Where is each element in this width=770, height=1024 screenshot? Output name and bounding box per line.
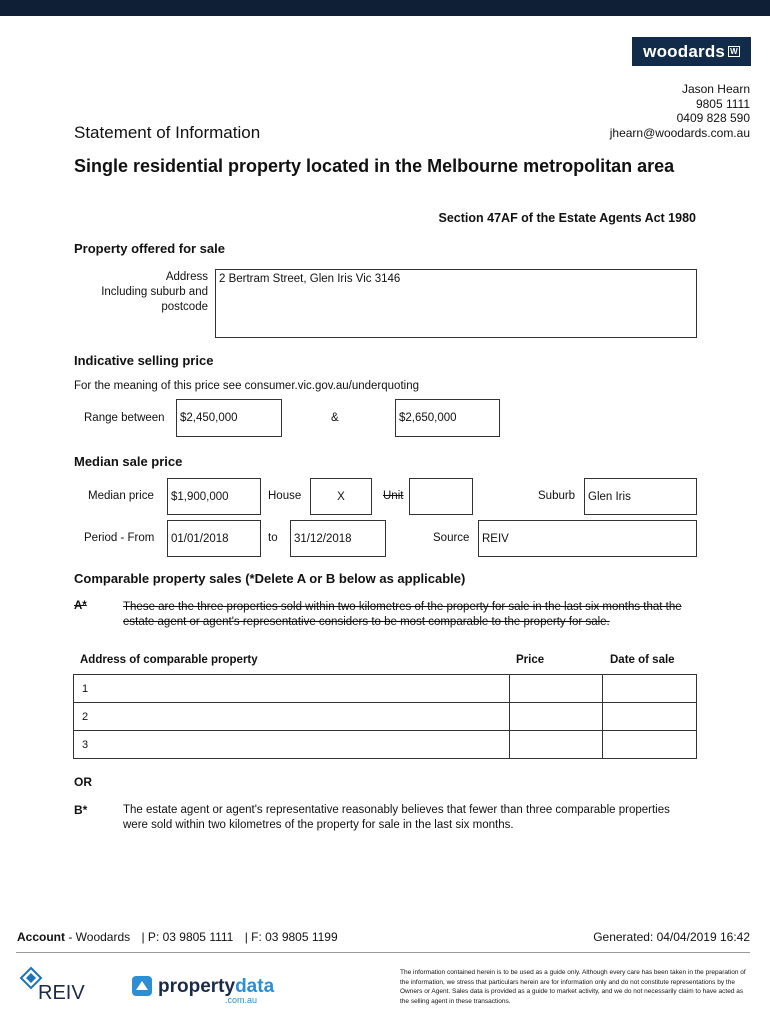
unit-field[interactable] xyxy=(409,478,473,515)
price-cell[interactable] xyxy=(510,675,603,703)
address-field[interactable]: 2 Bertram Street, Glen Iris Vic 3146 xyxy=(215,269,697,338)
median-price-label: Median price xyxy=(88,490,154,502)
agent-phone: 9805 1111 xyxy=(695,96,750,111)
col-date-header: Date of sale xyxy=(610,654,675,666)
propertydata-main: property xyxy=(158,976,236,997)
logo-mark: W xyxy=(730,47,738,56)
address-label-line1: Address xyxy=(165,271,208,283)
generated-timestamp: Generated: 04/04/2019 16:42 xyxy=(593,930,750,944)
row-number: 3 xyxy=(74,731,510,759)
price-cell[interactable] xyxy=(510,703,603,731)
suburb-field[interactable]: Glen Iris xyxy=(584,478,697,515)
footer-divider xyxy=(16,952,750,953)
suburb-label: Suburb xyxy=(538,490,576,502)
account-label: Account xyxy=(17,930,65,944)
range-and: & xyxy=(331,412,339,424)
median-heading: Median sale price xyxy=(74,454,183,469)
range-label: Range between xyxy=(84,412,165,424)
propertydata-accent: data xyxy=(235,976,275,997)
option-a-text: These are the three properties sold within two kilometres of the property for sale in the last six months that the estate agent or agent's representative considers to be most comparable to the property for sale. xyxy=(123,601,682,628)
comparable-table xyxy=(73,674,697,759)
option-b-text: The estate agent or agent's representative reasonably believes that fewer than three comparable properties were sold within two kilometres of the property for sale in the last six months. xyxy=(123,804,670,831)
disclaimer-text: The information contained herein is to be used as a guide only. Although every care has been taken in the preparation of the information, we stress that particulars herein are for information only and do not constitute representations by the Owners or Agent. Sales data is provided as a guide to market activity, and we do not necessarily claim to have acted as the selling agent in these transactions. xyxy=(400,969,746,1005)
agent-name: Jason Hearn xyxy=(681,82,750,96)
act-reference: Section 47AF of the Estate Agents Act 1980 xyxy=(438,211,696,225)
period-to-label: to xyxy=(268,532,278,544)
price-high-field[interactable]: $2,650,000 xyxy=(395,399,500,437)
row-number: 1 xyxy=(74,675,510,703)
col-price-header: Price xyxy=(516,654,545,666)
date-cell[interactable] xyxy=(603,703,697,731)
option-a-label: A* xyxy=(74,600,87,612)
period-from-field[interactable]: 01/01/2018 xyxy=(167,520,261,557)
account-name: - Woodards xyxy=(65,930,131,944)
table-row xyxy=(74,675,697,703)
top-banner xyxy=(0,0,770,16)
unit-label: Unit xyxy=(383,490,404,502)
table-row xyxy=(74,703,697,731)
reiv-text: REIV xyxy=(38,982,85,1004)
period-from-label: Period - From xyxy=(84,532,155,544)
source-field[interactable]: REIV xyxy=(478,520,697,557)
address-label-line2: Including suburb and xyxy=(101,286,208,298)
price-cell[interactable] xyxy=(510,731,603,759)
price-low-field[interactable]: $2,450,000 xyxy=(176,399,282,437)
propertydata-logo xyxy=(130,972,280,1006)
document-title: Statement of Information xyxy=(74,123,261,142)
underquoting-note: For the meaning of this price see consumer.vic.gov.au/underquoting xyxy=(74,380,419,392)
col-address-header: Address of comparable property xyxy=(80,654,258,666)
footer-fax: | F: 03 9805 1199 xyxy=(244,930,338,944)
footer-account xyxy=(17,930,338,944)
woodards-logo xyxy=(632,37,751,66)
agent-email[interactable]: jhearn@woodards.com.au xyxy=(609,125,750,140)
indicative-heading: Indicative selling price xyxy=(74,353,214,368)
row-number: 2 xyxy=(74,703,510,731)
house-label: House xyxy=(268,490,302,502)
source-label: Source xyxy=(433,532,470,544)
date-cell[interactable] xyxy=(603,731,697,759)
agent-mobile: 0409 828 590 xyxy=(676,111,750,125)
house-field[interactable]: X xyxy=(310,478,372,515)
median-price-field[interactable]: $1,900,000 xyxy=(167,478,261,515)
address-label xyxy=(101,270,208,315)
propertydata-domain: .com.au xyxy=(225,995,258,1005)
page-heading: Single residential property located in the Melbourne metropolitan area xyxy=(74,156,675,176)
period-to-field[interactable]: 31/12/2018 xyxy=(290,520,386,557)
date-cell[interactable] xyxy=(603,675,697,703)
logo-text: woodards xyxy=(643,41,726,61)
address-label-line3: postcode xyxy=(161,301,208,313)
option-b-label: B* xyxy=(74,803,88,817)
propertydata-icon xyxy=(130,974,154,998)
comparable-heading: Comparable property sales (*Delete A or B below as applicable) xyxy=(74,571,466,586)
reiv-logo xyxy=(16,966,96,1006)
agent-contact xyxy=(610,82,750,140)
footer-phone: | P: 03 9805 1111 xyxy=(141,930,234,944)
table-row xyxy=(74,731,697,759)
property-heading: Property offered for sale xyxy=(74,241,225,256)
or-label: OR xyxy=(74,775,92,789)
